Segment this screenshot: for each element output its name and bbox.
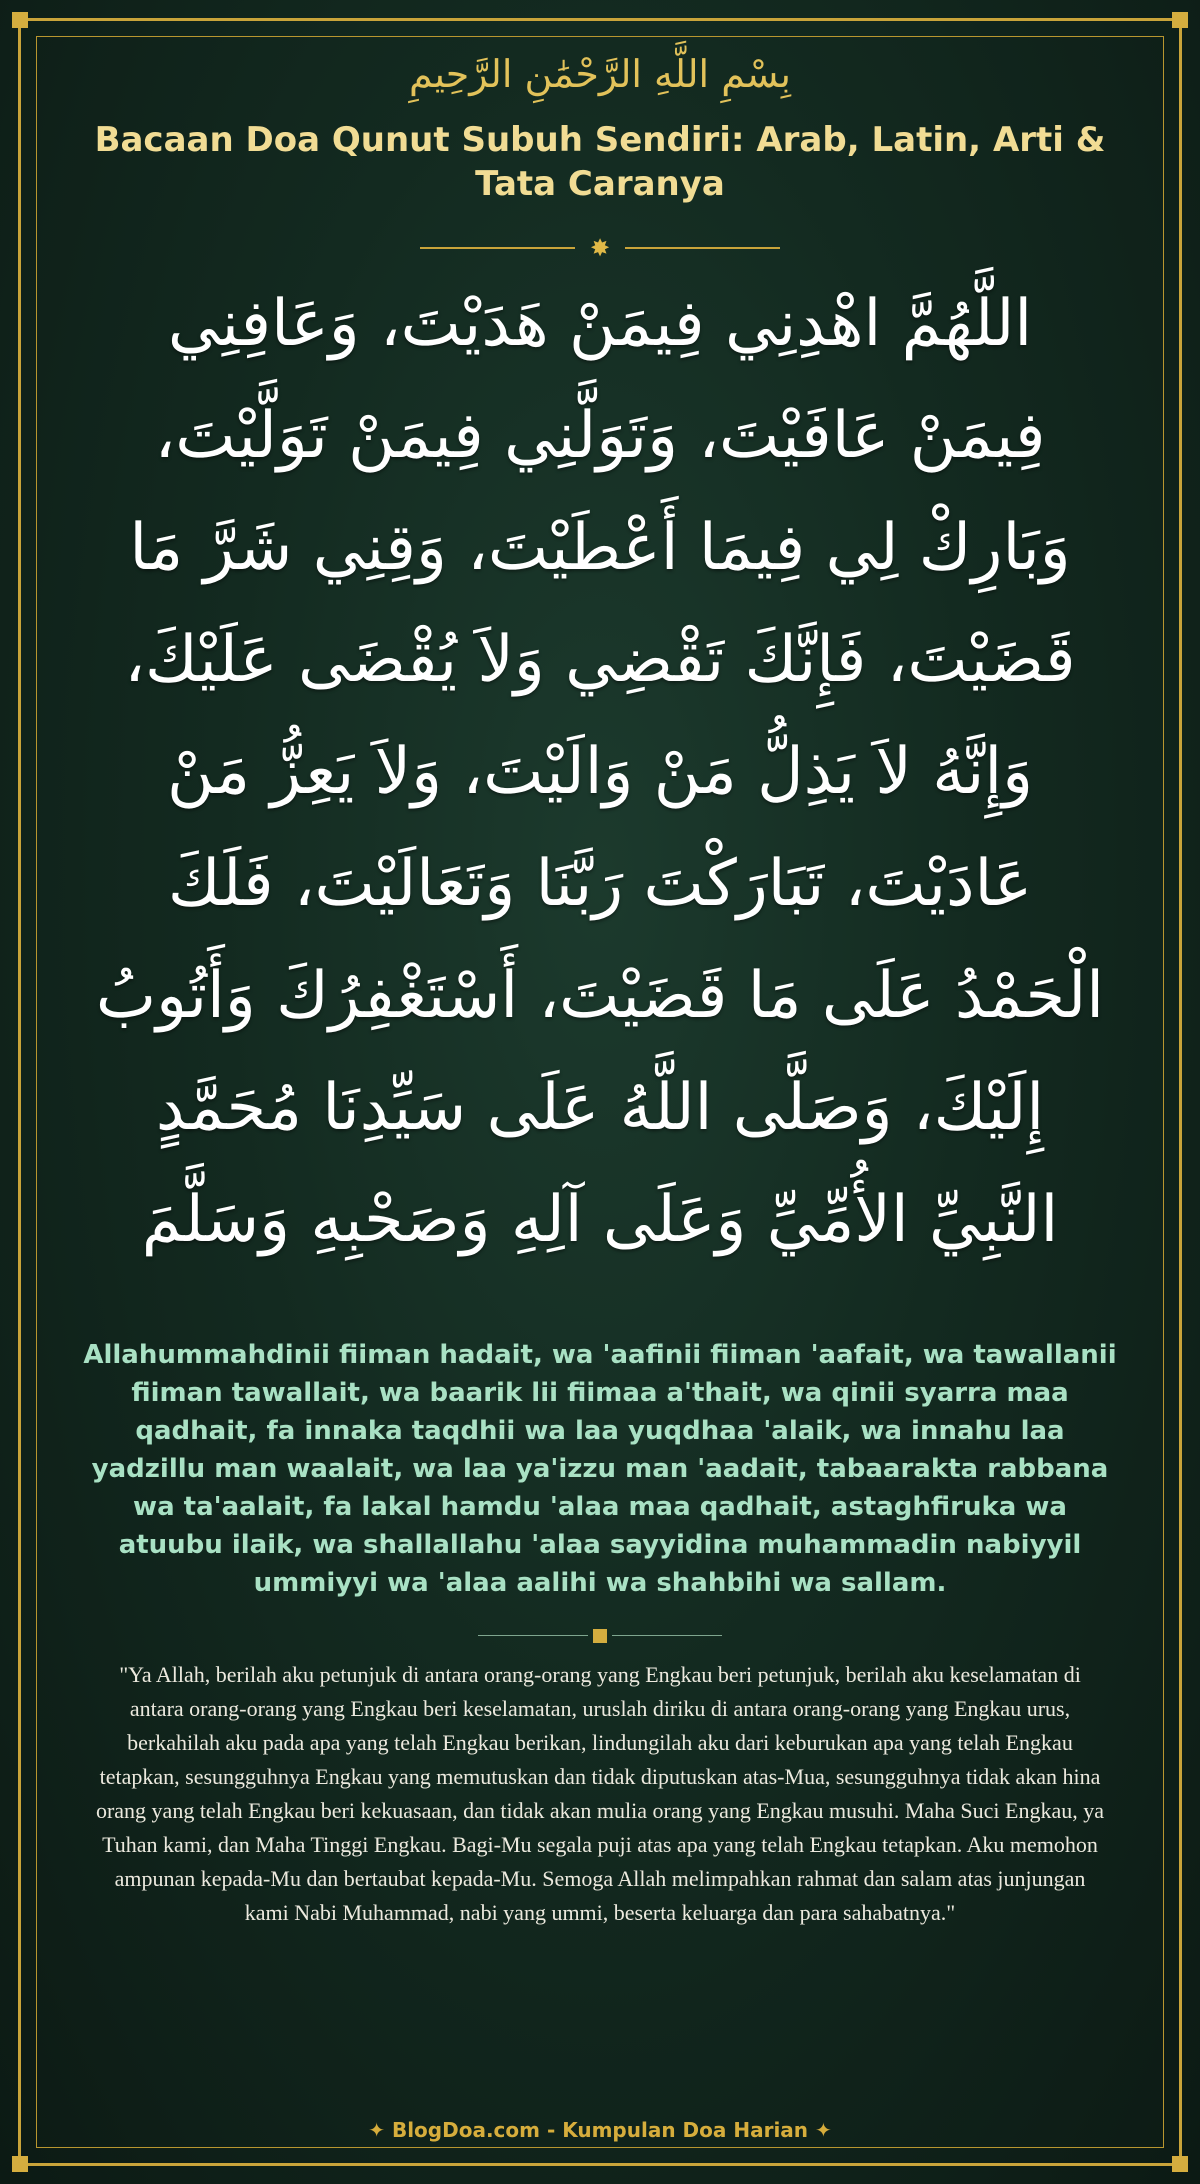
ornamental-divider — [420, 236, 780, 260]
indonesian-translation: "Ya Allah, berilah aku petunjuk di antara orang-orang yang Engkau beri petunjuk, berilah aku keselamatan di antara orang-orang yang Engkau beri keselamatan, uruslah diriku di antara orang-orang yang Engkau urus, berkahilah aku pada apa yang telah Engkau berikan, lindungilah aku dari keburukan apa yang telah Engkau tetapkan, sesungguhnya Engkau yang memutuskan dan tidak diputuskan atas-Mua, sesungguhnya tidak akan hina orang yang telah Engkau beri kekuasaan, dan tidak akan mulia orang yang Engkau musuhi. Maha Suci Engkau, ya Tuhan kami, dan Maha Tinggi Engkau. Bagi-Mu segala puji atas apa yang telah Engkau tetapkan. Aku memohon ampunan kepada-Mu dan bertaubat kepada-Mu. Semoga Allah melimpahkan rahmat dan salam atas junjungan kami Nabi Muhammad, nabi yang ummi, beserta keluarga dan para sahabatnya." — [95, 1662, 1105, 1925]
footer-credit: ✦ BlogDoa.com - Kumpulan Doa Harian ✦ — [368, 2118, 832, 2142]
arabic-prayer-text: اللَّهُمَّ اهْدِنِي فِيمَنْ هَدَيْتَ، وَعَافِنِي فِيمَنْ عَافَيْتَ، وَتَوَلَّنِي فِيمَنْ تَوَلَّيْتَ، وَبَارِكْ لِي فِيمَا أَعْطَيْتَ، وَقِنِي شَرَّ مَا قَضَيْتَ، فَإِنَّكَ تَقْضِي وَلاَ يُقْضَى عَلَيْكَ، وَإِنَّهُ لاَ يَذِلُّ مَنْ وَالَيْتَ، وَلاَ يَعِزُّ مَنْ عَادَيْتَ، تَبَارَكْتَ رَبَّنَا وَتَعَالَيْتَ، فَلَكَ الْحَمْدُ عَلَى مَا قَضَيْتَ، أَسْتَغْفِرُكَ وَأَتُوبُ إِلَيْكَ، وَصَلَّى اللَّهُ عَلَى سَيِّدِنَا مُحَمَّدٍ النَّبِيِّ الأُمِّيِّ وَعَلَى آلِهِ وَصَحْبِهِ وَسَلَّمَ — [95, 287, 1105, 1257]
divider-line-left — [478, 1635, 588, 1636]
page-title: Bacaan Doa Qunut Subuh Sendiri: Arab, Latin, Arti & Tata Caranya — [94, 120, 1106, 204]
divider-line-right — [625, 247, 780, 249]
corner-ornament-bottom-left — [12, 2156, 28, 2172]
star-ornament-icon: ✸ — [589, 234, 611, 262]
corner-ornament-top-right — [1172, 12, 1188, 28]
latin-transliteration: Allahummahdinii fiiman hadait, wa 'aafinii fiiman 'aafait, wa tawallanii fiiman tawallait, wa baarik lii fiimaa a'thait, wa qinii syarra maa qadhait, fa innaka taqdhii wa laa yuqdhaa 'alaik, wa innahu laa yadzillu man waalait, wa laa ya'izzu man 'aadait, tabaarakta rabbana wa ta'aalait, fa lakal hamdu 'alaa maa qadhait, astaghfiruka wa atuubu ilaik, wa shallallahu 'alaa sayyidina muhammadin nabiyyil ummiyyi wa 'alaa aalihi wa shahbihi wa sallam. — [83, 1340, 1117, 1598]
bismillah-heading: بِسْمِ اللَّهِ الرَّحْمَٰنِ الرَّحِيمِ — [409, 52, 791, 96]
corner-ornament-bottom-right — [1172, 2156, 1188, 2172]
section-divider — [478, 1628, 722, 1644]
divider-line-left — [420, 247, 575, 249]
square-ornament-icon — [593, 1629, 607, 1643]
corner-ornament-top-left — [12, 12, 28, 28]
divider-line-right — [612, 1635, 722, 1636]
